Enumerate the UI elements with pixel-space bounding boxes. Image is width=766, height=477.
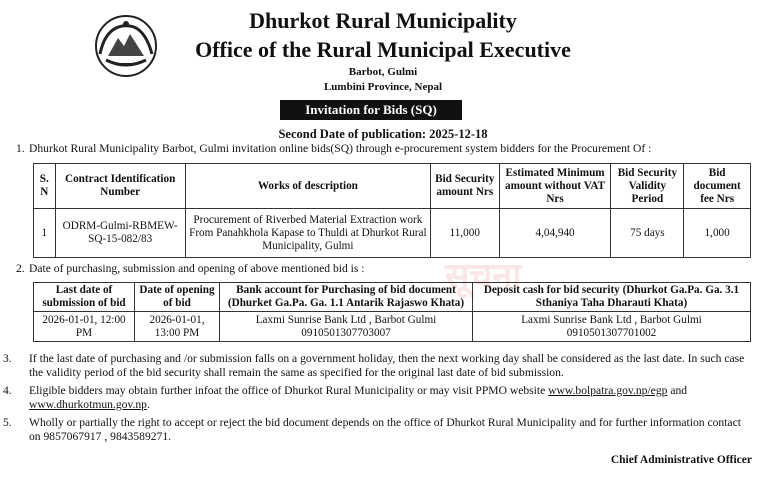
table-header-row <box>34 164 751 209</box>
paragraph-4 <box>3 384 754 412</box>
paragraph-5 <box>3 416 754 444</box>
col-fee: Bid document fee Nrs <box>684 164 751 209</box>
col-estimate: Estimated Minimum amount without VAT Nrs <box>499 164 611 209</box>
cell-sn: 1 <box>34 209 56 258</box>
col-validity: Bid Security Validity Period <box>611 164 684 209</box>
paragraph-text: Wholly or partially the right to accept or reject the bid document depends on the office of Dhurkot Rural Municipality and for further information contact on 9857067917 , 9843589271. <box>29 416 741 443</box>
nepal-emblem-icon <box>94 14 158 78</box>
watermark: सूचना <box>445 256 522 297</box>
cell-contract: ODRM-Gulmi-RBMEW-SQ-15-082/83 <box>55 209 185 258</box>
table-row <box>34 209 751 258</box>
col-bank: Bank account for Purchasing of bid document (Dhurket Ga.Pa. Ga. 1.1 Antarik Rajaswo Khata) <box>220 283 473 312</box>
notice-banner: Invitation for Bids (SQ) <box>280 100 462 120</box>
municipality-title: Dhurkot Rural Municipality <box>249 8 517 33</box>
bid-schedule-table <box>33 282 751 342</box>
bank-name: Laxmi Sunrise Bank Ltd , Barbot Gulmi <box>255 313 437 326</box>
cell-opening: 2026-01-01, 13:00 PM <box>135 312 220 342</box>
paragraph-text: Dhurkot Rural Municipality Barbot, Gulmi invitation online bids(SQ) through e-procurement system bidders for the Procurement Of : <box>29 142 652 155</box>
bid-details-table <box>33 163 751 258</box>
col-sn: S. N <box>34 164 56 209</box>
cell-security: 11,000 <box>430 209 499 258</box>
cell-bank <box>220 312 473 342</box>
municipality-website-link[interactable]: www.dhurkotmun.gov.np <box>29 398 147 411</box>
table-row <box>34 312 751 342</box>
cell-fee: 1,000 <box>684 209 751 258</box>
publication-date: Second Date of publication: 2025-12-18 <box>278 127 488 141</box>
col-last-date: Last date of submission of bid <box>34 283 135 312</box>
col-contract: Contract Identification Number <box>55 164 185 209</box>
cell-deposit <box>473 312 751 342</box>
col-opening: Date of opening of bid <box>135 283 220 312</box>
paragraph-number: 2. <box>16 262 25 275</box>
paragraph-2 <box>16 262 754 276</box>
office-title: Office of the Rural Municipal Executive <box>195 37 571 62</box>
bank-account: 0910501307703007 <box>301 326 391 339</box>
paragraph-text: Date of purchasing, submission and opening of above mentioned bid is : <box>29 262 365 275</box>
signature-title: Chief Administrative Officer <box>610 454 752 466</box>
paragraph-text: Eligible bidders may obtain further infoat the office of Dhurkot Rural Municipality or may visit PPMO website <box>29 384 546 397</box>
paragraph-number: 4. <box>3 384 12 397</box>
col-security: Bid Security amount Nrs <box>430 164 499 209</box>
cell-works: Procurement of Riverbed Material Extraction work From Panahkhola Kapase to Thuldi at Dhurkot Rural Municipality, Gulmi <box>185 209 430 258</box>
paragraph-number: 3. <box>3 352 12 365</box>
col-deposit: Deposit cash for bid security (Dhurkot Ga.Pa. Ga. 3.1 Sthaniya Taha Dharauti Khata) <box>473 283 751 312</box>
cell-validity: 75 days <box>611 209 684 258</box>
bolpatra-link[interactable]: www.bolpatra.gov.np/egp <box>548 384 668 397</box>
paragraph-text: If the last date of purchasing and /or submission falls on a government holiday, then the next working day shall be considered as the last date. In such case the validity period of the bid security shall remain the same as specified for the original last date of bid submission. <box>29 352 745 379</box>
col-works: Works of description <box>185 164 430 209</box>
paragraph-1 <box>16 142 754 156</box>
cell-estimate: 4,04,940 <box>499 209 611 258</box>
address-line-1: Barbot, Gulmi <box>348 66 418 78</box>
deposit-account: 0910501307701002 <box>566 326 657 339</box>
table-header-row <box>34 283 751 312</box>
cell-last-date: 2026-01-01, 12:00 PM <box>34 312 135 342</box>
deposit-bank-name: Laxmi Sunrise Bank Ltd , Barbot Gulmi <box>521 313 702 326</box>
paragraph-number: 5. <box>3 416 12 429</box>
paragraph-3 <box>3 352 754 380</box>
and-text: and <box>670 384 688 397</box>
period-text: . <box>146 398 150 411</box>
address-line-2: Lumbini Province, Nepal <box>323 81 443 93</box>
paragraph-number: 1. <box>16 142 25 155</box>
